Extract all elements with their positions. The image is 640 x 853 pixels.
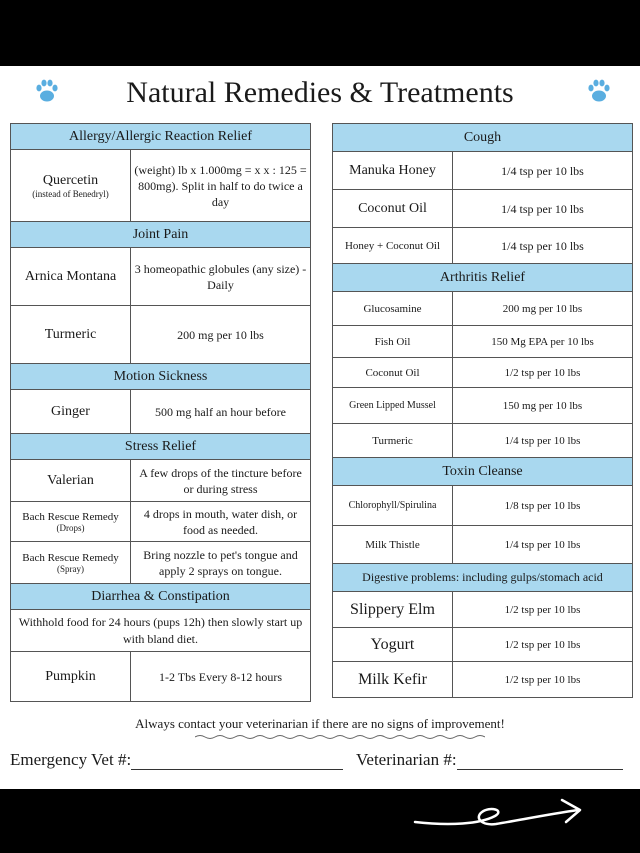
remedy-name: Arnica Montana: [11, 248, 131, 306]
remedy-name: Turmeric: [11, 306, 131, 364]
remedy-name: Slippery Elm: [333, 592, 453, 628]
remedy-dose: 150 mg per 10 lbs: [453, 388, 633, 424]
veterinarian-label: Veterinarian #:: [356, 750, 457, 769]
remedy-name: Glucosamine: [333, 292, 453, 326]
remedy-dose: 3 homeopathic globules (any size) - Daily: [131, 248, 311, 306]
remedy-name: Manuka Honey: [333, 152, 453, 190]
decorative-divider: [195, 734, 485, 740]
section-header-diarrhea: Diarrhea & Constipation: [11, 584, 311, 610]
paw-print-icon: [586, 78, 612, 104]
veterinarian-field[interactable]: [356, 750, 623, 772]
table-row: [333, 358, 633, 388]
section-header-joint-pain: Joint Pain: [11, 222, 311, 248]
remedy-dose: 150 Mg EPA per 10 lbs: [453, 326, 633, 358]
table-row: [11, 306, 311, 364]
remedy-name: Coconut Oil: [333, 358, 453, 388]
remedy-name: Pumpkin: [11, 652, 131, 702]
remedy-dose: 200 mg per 10 lbs: [453, 292, 633, 326]
remedy-name: Coconut Oil: [333, 190, 453, 228]
remedy-name: Bach Rescue Remedy (Drops): [11, 502, 131, 542]
remedy-note: (instead of Benedryl): [32, 188, 109, 199]
table-row: [11, 150, 311, 222]
left-remedies-table: [10, 123, 311, 702]
remedy-name: Chlorophyll/Spirulina: [333, 486, 453, 526]
remedy-dose: 4 drops in mouth, water dish, or food as needed.: [131, 502, 311, 542]
remedy-dose: 500 mg half an hour before: [131, 390, 311, 434]
remedy-name: Turmeric: [333, 424, 453, 458]
table-row: [333, 388, 633, 424]
table-row: [11, 248, 311, 306]
table-row: [333, 326, 633, 358]
remedy-name: Quercetin (instead of Benedryl): [11, 150, 131, 222]
remedy-name: Bach Rescue Remedy (Spray): [11, 542, 131, 584]
remedies-sheet: [0, 66, 640, 789]
remedy-name: Valerian: [11, 460, 131, 502]
remedy-name: Milk Thistle: [333, 526, 453, 564]
remedy-dose: Bring nozzle to pet's tongue and apply 2 sprays on tongue.: [131, 542, 311, 584]
remedy-dose: 1/2 tsp per 10 lbs: [453, 628, 633, 662]
table-row: [333, 628, 633, 662]
table-row: [333, 228, 633, 264]
table-row: [11, 542, 311, 584]
remedy-dose: 1/2 tsp per 10 lbs: [453, 592, 633, 628]
remedy-name: Milk Kefir: [333, 662, 453, 698]
section-header-allergy: Allergy/Allergic Reaction Relief: [11, 124, 311, 150]
table-row: [333, 526, 633, 564]
section-header-cough: Cough: [333, 124, 633, 152]
remedy-note: (Drops): [56, 522, 85, 533]
remedy-dose: (weight) lb x 1.000mg = x x : 125 = 800mg). Split in half to do twice a day: [131, 150, 311, 222]
remedy-dose: 1/4 tsp per 10 lbs: [453, 190, 633, 228]
remedy-dose: 1/8 tsp per 10 lbs: [453, 486, 633, 526]
veterinarian-line: [457, 753, 623, 770]
section-header-motion-sickness: Motion Sickness: [11, 364, 311, 390]
section-header-toxin-cleanse: Toxin Cleanse: [333, 458, 633, 486]
remedy-name: Yogurt: [333, 628, 453, 662]
table-row: [333, 592, 633, 628]
table-row: [11, 390, 311, 434]
remedy-name: Fish Oil: [333, 326, 453, 358]
section-header-arthritis: Arthritis Relief: [333, 264, 633, 292]
table-row: [333, 662, 633, 698]
remedy-dose: 1/4 tsp per 10 lbs: [453, 152, 633, 190]
remedy-name: Honey + Coconut Oil: [333, 228, 453, 264]
vet-disclaimer: Always contact your veterinarian if there are no signs of improvement!: [135, 716, 505, 731]
table-row: [333, 486, 633, 526]
table-row: [333, 292, 633, 326]
table-row: [333, 190, 633, 228]
remedy-name: Ginger: [11, 390, 131, 434]
table-row: [11, 610, 311, 652]
remedy-dose: 1/2 tsp per 10 lbs: [453, 662, 633, 698]
emergency-vet-label: Emergency Vet #:: [10, 750, 132, 769]
table-row: [11, 502, 311, 542]
table-row: [333, 152, 633, 190]
diarrhea-note: Withhold food for 24 hours (pups 12h) then slowly start up with bland diet.: [11, 610, 311, 652]
remedy-dose: A few drops of the tincture before or during stress: [131, 460, 311, 502]
curly-arrow-icon: [410, 796, 585, 841]
remedy-dose: 1/4 tsp per 10 lbs: [453, 526, 633, 564]
remedy-dose: 200 mg per 10 lbs: [131, 306, 311, 364]
remedy-dose: 1/4 tsp per 10 lbs: [453, 228, 633, 264]
table-row: [333, 424, 633, 458]
remedy-note: (Spray): [57, 563, 84, 574]
table-row: [11, 652, 311, 702]
remedy-name: Green Lipped Mussel: [333, 388, 453, 424]
remedy-dose: 1/4 tsp per 10 lbs: [453, 424, 633, 458]
section-header-digestive: Digestive problems: including gulps/stomach acid: [333, 564, 633, 592]
emergency-vet-line: [131, 753, 343, 770]
remedy-dose: 1/2 tsp per 10 lbs: [453, 358, 633, 388]
emergency-vet-field[interactable]: [10, 750, 343, 772]
right-remedies-table: [332, 123, 633, 698]
section-header-stress-relief: Stress Relief: [11, 434, 311, 460]
page-title: Natural Remedies & Treatments: [126, 76, 514, 109]
remedy-dose: 1-2 Tbs Every 8-12 hours: [131, 652, 311, 702]
table-row: [11, 460, 311, 502]
